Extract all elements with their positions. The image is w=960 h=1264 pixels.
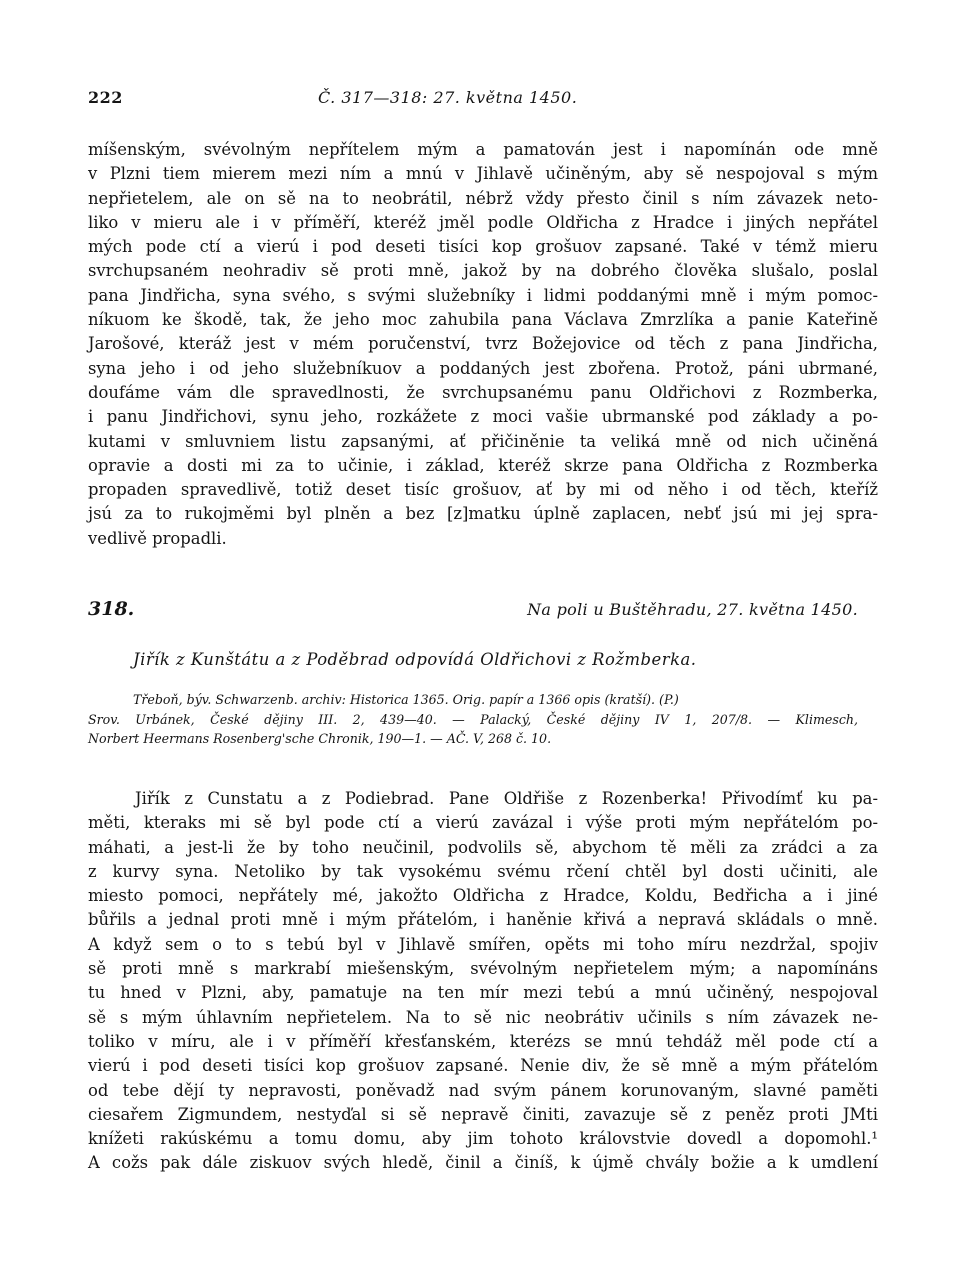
entry-number: 318. [88,598,135,620]
text-line: mých pode ctí a vierú i pod deseti tisíci kop grošuov zapsané. Také v témž mieru [88,237,878,257]
text-line: syna jeho i od jeho služebníkuov a poddaných jest zbořena. Protož, páni ubrmané, [88,358,878,378]
source-line: Srov. Urbánek, České dějiny III. 2, 439—40. — Palacký, České dějiny IV 1, 207/8. — Klimesch, [88,711,858,727]
text-line: jsú za to rukojměmi byl plněn a bez [z]matku úplně zaplacen, nebť jsú mi jej spra- [88,504,878,524]
text-line: nepřietelem, ale on sě na to neobrátil, nébrž vždy přesto činil s ním závazek neto- [88,188,878,208]
text-line: knížeti rakúskému a tomu domu, aby jim tohoto královstvie dovedl a dopomohl.¹ [88,1129,878,1149]
running-title: Č. 317—318: 27. května 1450. [318,88,578,107]
text-line: vierú i pod deseti tisíci kop grošuov zapsané. Nenie div, že sě mně a mým přátelóm [88,1056,878,1076]
letter-paragraph [88,787,878,1176]
text-line: miesto pomoci, nepřátely mé, jakožto Oldřicha z Hradce, Koldu, Bedřicha a i jiné [88,886,878,906]
text-line: máhati, a jest-li že by toho neučinil, podvolils sě, abychom tě měli za zrádci a za [88,837,878,857]
text-line: v Plzni tiem mierem mezi ním a mnú v Jihlavě učiněným, aby sě nespojoval s mým [88,164,878,184]
text-line: doufáme vám dle spravedlnosti, že svrchupsanému panu Oldřichovi z Rozmberka, [88,382,878,402]
text-line: míšenským, svévolným nepřítelem mým a pamatován jest i napomínán ode mně [88,140,878,159]
text-line: níkuom ke škodě, tak, že jeho moc zahubila pana Václava Zmrzlíka a panie Kateřině [88,310,878,330]
text-line: propaden spravedlivě, totiž deset tisíc grošuov, ať by mi od něho i od těch, kteříž [88,480,878,500]
text-line: Jarošové, kteráž jest v mém poručenství, tvrz Božejovice od těch z pana Jindřicha, [88,334,878,354]
page-number: 222 [88,88,123,107]
entry-regest: Jiřík z Kunštátu a z Poděbrad odpovídá Oldřichovi z Rožmberka. [133,650,697,669]
text-line: i panu Jindřichovi, synu jeho, rozkážete z moci vašie ubrmanské pod základy a po- [88,407,878,427]
text-line: sě s mým úhlavním nepřietelem. Na to sě nic neobrátiv učinils s ním závazek ne- [88,1007,878,1027]
text-line: sě proti mně s markrabí miešenským, svévolným nepřietelem mým; a napomínáns [88,959,878,979]
text-line: ciesařem Zigmundem, nestyďal si sě nepravě činiti, zavazuje sě z peněz proti JMti [88,1104,878,1124]
running-head [88,88,878,118]
text-line: měti, kteraks mi sě byl pode ctí a vierú zavázal i výše proti mým nepřátelóm po- [88,813,878,833]
text-line: od tebe dějí ty nepravosti, poněvadž nad svým pánem korunovaným, slavné paměti [88,1080,878,1100]
source-line: Norbert Heermans Rosenberg'sche Chronik, 190—1. — AČ. V, 268 č. 10. [88,731,552,747]
text-line: vedlivě propadli. [88,528,227,548]
text-line: Jiřík z Cunstatu a z Podiebrad. Pane Oldřiše z Rozenberka! Přivodímť ku pa- [135,789,878,808]
text-line: A cožs pak dále ziskuov svých hledě, činil a činíš, k újmě chvály božie a k umdlení [88,1153,878,1173]
entry-place-date: Na poli u Buštěhradu, 27. května 1450. [527,600,858,619]
source-line: Třeboň, býv. Schwarzenb. archiv: Historica 1365. Orig. papír a 1366 opis (kratší). (P.) [133,692,679,707]
text-line: toliko v míru, ale i v příměří křesťanském, kterézs se mnú tehdáž měl pode ctí a [88,1031,878,1051]
text-line: tu hned v Plzni, aby, pamatuje na ten mír mezi tebú a mnú učiněný, nespojoval [88,983,878,1003]
text-line: kutami v smluvniem listu zapsanými, ať přičiněnie ta veliká mně od nich učiněná [88,431,878,451]
text-line: liko v mieru ale i v příměří, kteréž jměl podle Oldřicha z Hradce i jiných nepřátel [88,212,878,232]
source-notes [88,690,858,749]
text-line: pana Jindřicha, syna svého, s svými služebníky i lidmi poddanými mně i mým pomoc- [88,285,878,305]
continuation-paragraph [88,138,878,551]
text-line: bůřils a jednal proti mně i mým přátelóm, i haněnie křivá a nepravá skládals o mně. [88,910,878,930]
text-line: svrchupsaném neohradiv sě proti mně, jakož by na dobrého člověka slušalo, poslal [88,261,878,281]
text-line: z kurvy syna. Netoliko by tak vysokému svému rčení chtěl byl dosti učiniti, ale [88,861,878,881]
text-line: A když sem o to s tebú byl v Jihlavě smířen, opěts mi toho míru nezdržal, spojiv [88,934,878,954]
entry-heading [88,598,858,628]
text-line: opravie a dosti mi za to učinie, i základ, kteréž skrze pana Oldřicha z Rozmberka [88,455,878,475]
